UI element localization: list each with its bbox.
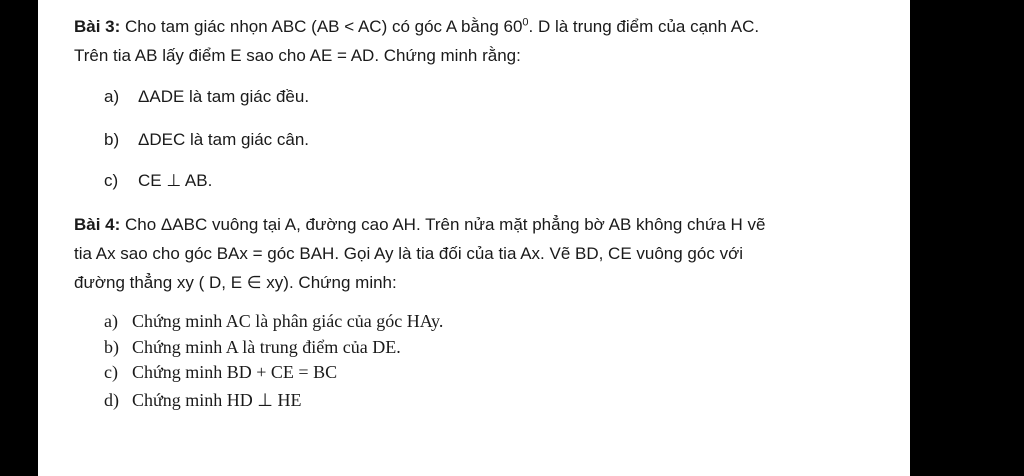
problem4-item-d-text: Chứng minh HD ⊥ HE [132, 390, 302, 410]
problem3-item-c [104, 170, 213, 192]
problem4-line1 [74, 214, 766, 236]
problem3-item-a [104, 86, 310, 108]
problem3-item-a-text: ΔADE là tam giác đều. [138, 87, 310, 106]
problem3-line1 [74, 16, 759, 38]
problem4-item-c-marker: c) [104, 362, 118, 382]
problem3-line1-text: Cho tam giác nhọn ABC (AB < AC) có góc A bằng 60 [120, 17, 523, 36]
problem4-item-b [104, 336, 401, 358]
problem4-line2: tia Ax sao cho góc BAx = góc BAH. Gọi Ay là tia đối của tia Ax. Vẽ BD, CE vuông góc với [74, 244, 743, 263]
problem4-item-a [104, 310, 444, 332]
problem3-item-b [104, 129, 310, 151]
problem3-line1-end: . D là trung điểm của cạnh AC. [528, 17, 760, 36]
problem4-item-d [104, 389, 302, 411]
problem3-label: Bài 3: [74, 17, 121, 36]
problem4-item-b-marker: b) [104, 337, 119, 357]
problem4-line1-text: Cho ΔABC vuông tại A, đường cao AH. Trên nửa mặt phẳng bờ AB không chứa H vẽ [120, 215, 766, 234]
problem3-item-b-marker: b) [104, 130, 120, 149]
problem3-line2: Trên tia AB lấy điểm E sao cho AE = AD. Chứng minh rằng: [74, 46, 521, 65]
problem3-item-c-marker: c) [104, 171, 119, 190]
problem4-item-a-marker: a) [104, 311, 118, 331]
problem4-line3: đường thẳng xy ( D, E ∈ xy). Chứng minh: [74, 273, 397, 292]
problem4-item-d-marker: d) [104, 390, 119, 410]
problem4-label: Bài 4: [74, 215, 121, 234]
problem3-item-b-text: ΔDEC là tam giác cân. [138, 130, 310, 149]
problem3-item-c-text: CE ⊥ AB. [138, 171, 213, 190]
problem3-degree-superscript: 0 [522, 16, 529, 29]
document-page [38, 0, 910, 476]
problem4-item-c-text: Chứng minh BD + CE = BC [132, 362, 338, 382]
problem4-item-c [104, 361, 338, 383]
problem4-item-a-text: Chứng minh AC là phân giác của góc HAy. [132, 311, 444, 331]
problem4-item-b-text: Chứng minh A là trung điểm của DE. [132, 337, 401, 357]
problem3-item-a-marker: a) [104, 87, 120, 106]
